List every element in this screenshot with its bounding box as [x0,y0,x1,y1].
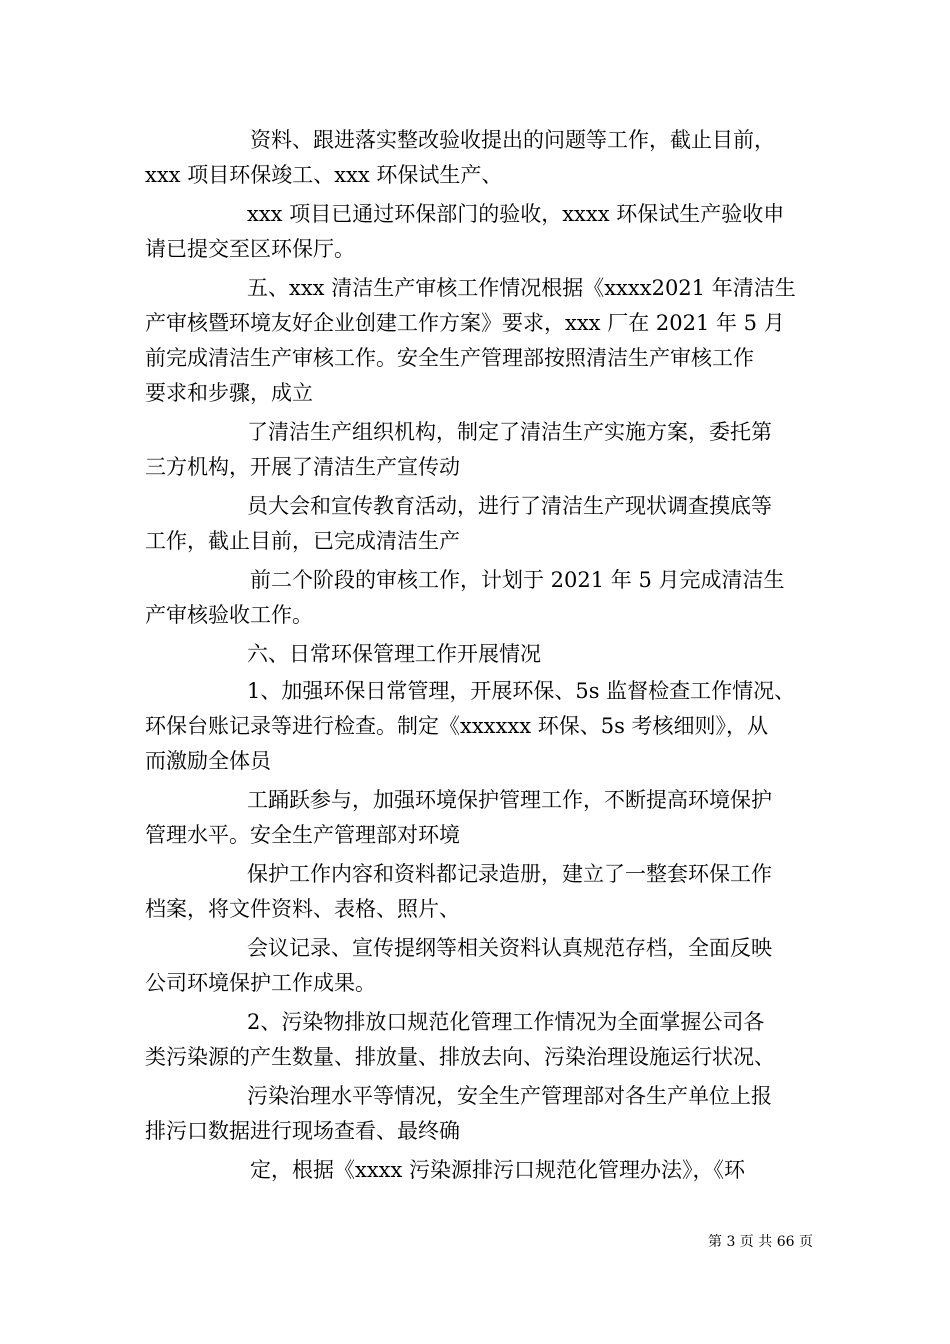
text-line: xxx 项目环保竣工、xxx 环保试生产、 [145,163,503,187]
text-line: 2、污染物排放口规范化管理工作情况为全面掌握公司各 [247,1010,765,1034]
text-line: 要求和步骤，成立 [145,381,313,405]
text-line: 档案，将文件资料、表格、照片、 [145,897,460,921]
text-line: 公司环境保护工作成果。 [145,971,376,995]
text-line: 产审核验收工作。 [145,603,313,627]
text-line: 了清洁生产组织机构，制定了清洁生产实施方案，委托第 [247,420,772,444]
text-line: 保护工作内容和资料都记录造册，建立了一整套环保工作 [247,862,772,886]
text-line: 前完成清洁生产审核工作。安全生产管理部按照清洁生产审核工作 [145,346,754,370]
text-line: 工踊跃参与，加强环境保护管理工作，不断提高环境保护 [247,788,772,812]
text-line: 污染治理水平等情况，安全生产管理部对各生产单位上报 [247,1084,772,1108]
text-line: 会议记录、宣传提纲等相关资料认真规范存档，全面反映 [247,936,772,960]
text-line: 资料、跟进落实整改验收提出的问题等工作，截止目前， [250,128,775,152]
page-number: 第 3 页 共 66 页 [708,1234,813,1250]
text-line: 环保台账记录等进行检查。制定《xxxxxx 环保、5s 考核细则》，从 [145,714,769,738]
text-line: 请已提交至区环保厅。 [145,237,355,261]
text-line: 前二个阶段的审核工作，计划于 2021 年 5 月完成清洁生 [250,568,785,592]
section-heading: 六、日常环保管理工作开展情况 [247,642,541,666]
text-line: 而激励全体员 [145,749,271,773]
text-line: 员大会和宣传教育活动，进行了清洁生产现状调查摸底等 [247,494,772,518]
text-line: 三方机构，开展了清洁生产宣传动 [145,455,460,479]
text-line: 1、加强环保日常管理，开展环保、5s 监督检查工作情况、 [247,679,796,703]
text-line: 类污染源的产生数量、排放量、排放去向、污染治理设施运行状况、 [145,1045,775,1069]
text-line: 管理水平。安全生产管理部对环境 [145,823,460,847]
text-line: 五、xxx 清洁生产审核工作情况根据《xxxx2021 年清洁生 [247,276,796,300]
text-line: 排污口数据进行现场查看、最终确 [145,1119,460,1143]
text-line: 定，根据《xxxx 污染源排污口规范化管理办法》，《环 [250,1158,746,1182]
text-line: 工作，截止目前，已完成清洁生产 [145,529,460,553]
text-line: xxx 项目已通过环保部门的验收，xxxx 环保试生产验收申 [247,202,785,226]
text-line: 产审核暨环境友好企业创建工作方案》要求，xxx 厂在 2021 年 5 月 [145,311,785,335]
